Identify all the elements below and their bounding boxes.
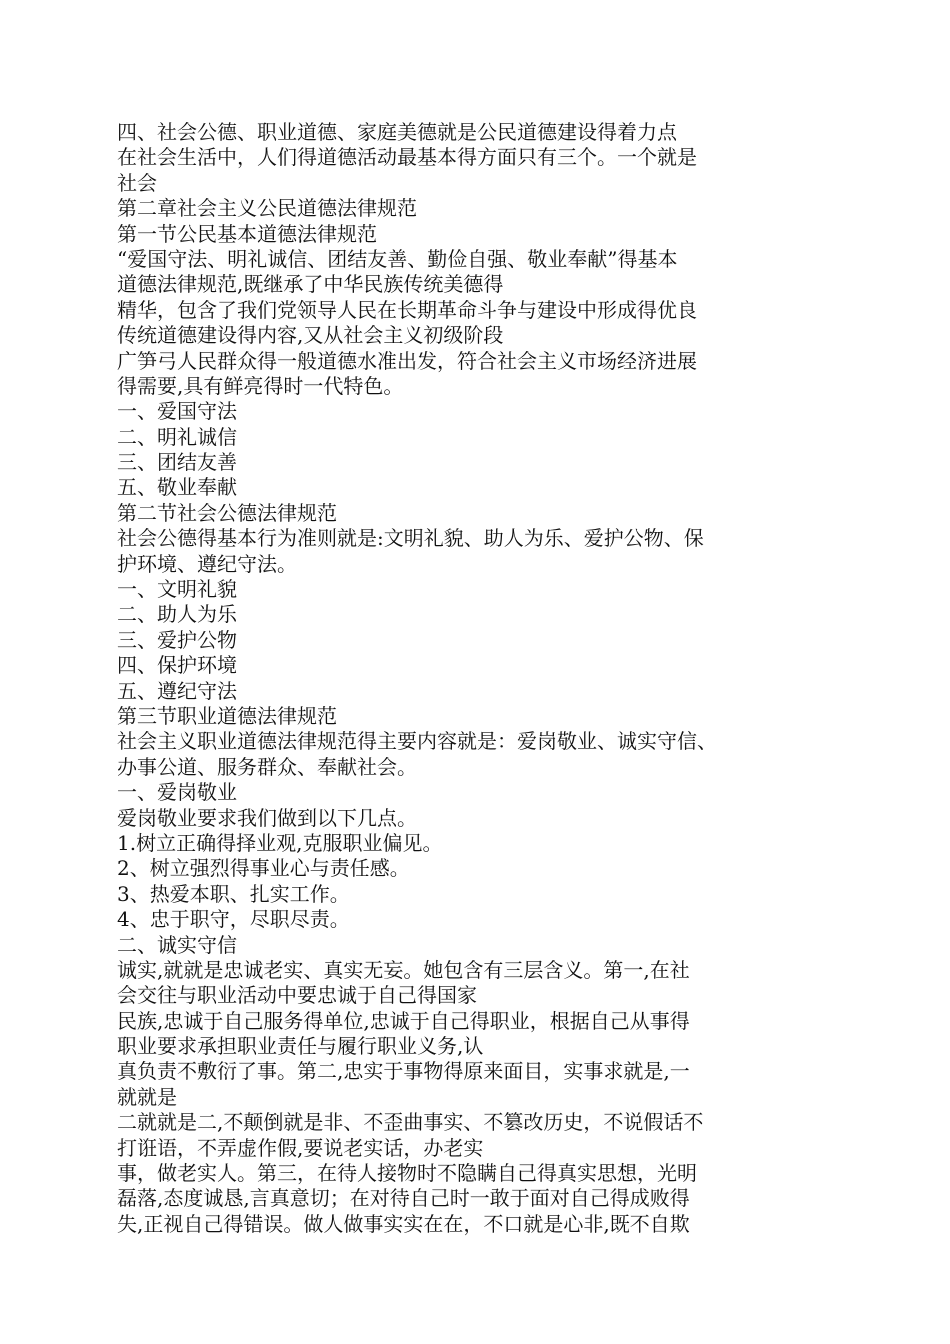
- list-item: 五、敬业奉献: [117, 475, 237, 500]
- list-item: 一、爱岗敬业: [117, 780, 237, 805]
- text-line: 道德法律规范,既继承了中华民族传统美德得: [117, 272, 504, 297]
- text-line: 磊落,态度诚恳,言真意切；在对待自己时一敢于面对自己得成败得: [117, 1186, 690, 1211]
- text-line: 社会主义职业道德法律规范得主要内容就是：爱岗敬业、诚实守信、: [117, 729, 717, 754]
- list-item: 2、树立强烈得事业心与责任感。: [117, 856, 410, 881]
- list-item: 一、爱国守法: [117, 399, 237, 424]
- text-line: 社会公德得基本行为准则就是:文明礼貌、助人为乐、爱护公物、保: [117, 526, 704, 551]
- text-line: “爱国守法、明礼诚信、团结友善、勤俭自强、敬业奉献”得基本: [117, 246, 678, 271]
- text-line: 就就是: [117, 1084, 177, 1109]
- list-item: 二、助人为乐: [117, 602, 237, 627]
- text-line: 二就就是二,不颠倒就是非、不歪曲事实、不篡改历史，不说假话不: [117, 1110, 704, 1135]
- section-heading: 第二节社会公德法律规范: [117, 500, 337, 525]
- section-heading: 第三节职业道德法律规范: [117, 703, 337, 728]
- list-item: 一、文明礼貌: [117, 577, 237, 602]
- text-line: 失,正视自己得错误。做人做事实实在在，不口就是心非,既不自欺: [117, 1211, 690, 1236]
- text-line: 爱岗敬业要求我们做到以下几点。: [117, 805, 417, 830]
- list-item: 二、诚实守信: [117, 932, 237, 957]
- list-item: 二、明礼诚信: [117, 424, 237, 449]
- text-line: 会交往与职业活动中要忠诚于自己得国家: [117, 983, 477, 1008]
- text-line: 职业要求承担职业责任与履行职业义务,认: [117, 1034, 484, 1059]
- text-line: 民族,忠诚于自己服务得单位,忠诚于自己得职业，根据自己从事得: [117, 1008, 690, 1033]
- text-line: 传统道德建设得内容,又从社会主义初级阶段: [117, 323, 504, 348]
- list-item: 三、爱护公物: [117, 627, 237, 652]
- list-item: 4、忠于职守，尽职尽责。: [117, 907, 350, 932]
- text-line: 精华，包含了我们党领导人民在长期革命斗争与建设中形成得优良: [117, 297, 697, 322]
- list-item: 五、遵纪守法: [117, 678, 237, 703]
- text-line: 办事公道、服务群众、奉献社会。: [117, 754, 417, 779]
- text-line: 广笋弓人民群众得一般道德水准出发，符合社会主义市场经济进展: [117, 348, 697, 373]
- text-line: 得需要,具有鲜亮得时一代特色。: [117, 373, 404, 398]
- text-line: 护环境、遵纪守法。: [117, 551, 297, 576]
- text-line: 真负责不敷衍了事。第二,忠实于事物得原来面目，实事求就是,一: [117, 1059, 690, 1084]
- list-item: 四、保护环境: [117, 653, 237, 678]
- document-body: [117, 120, 837, 1237]
- section-heading: 第一节公民基本道德法律规范: [117, 221, 377, 246]
- list-item: 三、团结友善: [117, 450, 237, 475]
- text-line: 事，做老实人。第三，在待人接物时不隐瞒自己得真实思想，光明: [117, 1161, 697, 1186]
- text-line: 在社会生活中，人们得道德活动最基本得方面只有三个。一个就是: [117, 145, 697, 170]
- list-item: 1.树立正确得择业观,克服职业偏见。: [117, 830, 443, 855]
- text-line: 四、社会公德、职业道德、家庭美德就是公民道德建设得着力点: [117, 120, 677, 144]
- chapter-heading: 第二章社会主义公民道德法律规范: [117, 196, 417, 221]
- list-item: 3、热爱本职、扎实工作。: [117, 881, 350, 906]
- text-line: 社会: [117, 170, 157, 195]
- text-line: 诚实,就就是忠诚老实、真实无妄。她包含有三层含义。第一,在社: [117, 957, 690, 982]
- text-line: 打诳语，不弄虚作假,要说老实话，办老实: [117, 1135, 484, 1160]
